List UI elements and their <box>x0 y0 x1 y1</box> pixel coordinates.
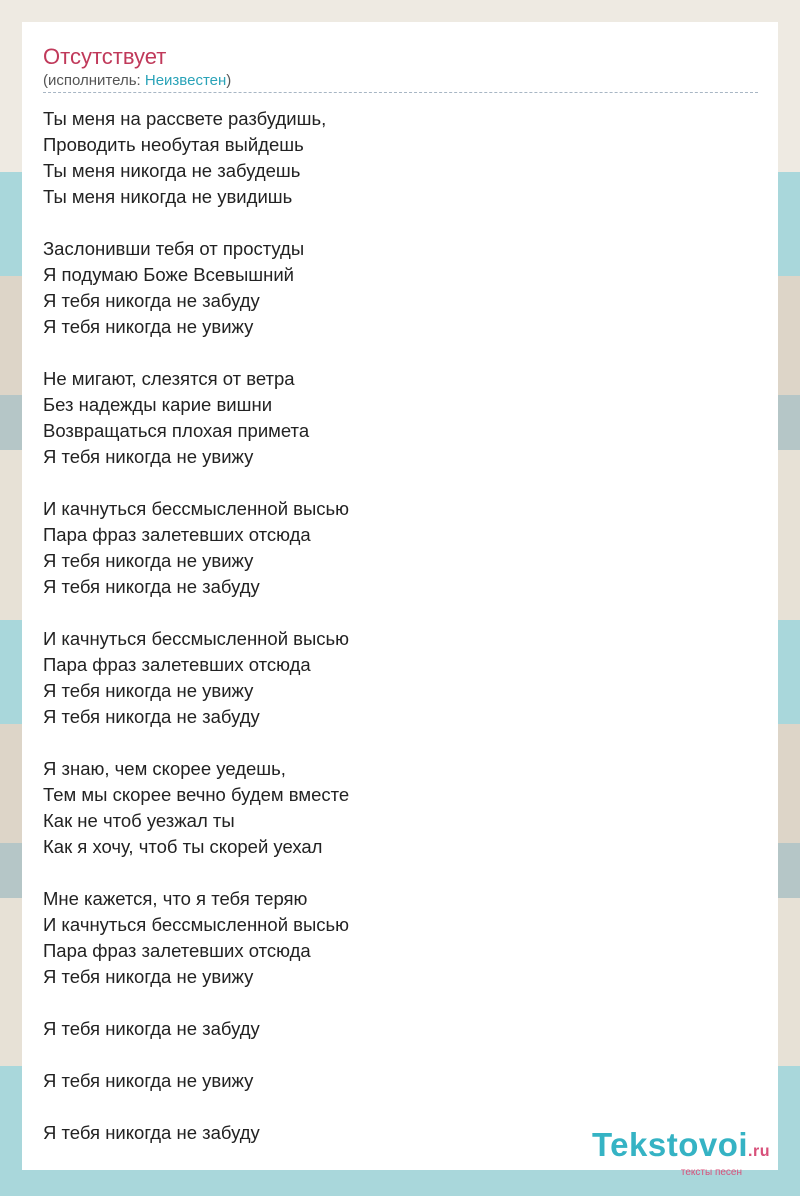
lyric-line: Я знаю, чем скорее уедешь, <box>43 758 286 779</box>
stanza-break <box>43 340 349 366</box>
lyrics-text <box>43 106 349 1146</box>
artist-line <box>43 72 231 89</box>
brand-name-row <box>592 1128 770 1169</box>
lyric-line: Пара фраз залетевших отсюда <box>43 940 311 961</box>
lyric-line: Я тебя никогда не увижу <box>43 966 254 987</box>
lyric-line: И качнуться бессмысленной высью <box>43 914 350 935</box>
lyric-line: Ты меня никогда не забудешь <box>43 160 301 181</box>
lyric-line: Я тебя никогда не увижу <box>43 680 254 701</box>
stanza-break <box>43 730 349 756</box>
artist-suffix: ) <box>226 72 232 89</box>
title-divider <box>43 92 758 93</box>
lyric-line: Я тебя никогда не увижу <box>43 316 254 337</box>
brand-name: Tekstovoi <box>591 1126 749 1163</box>
lyric-line: Я тебя никогда не увижу <box>43 446 254 467</box>
brand-domain: .ru <box>748 1143 770 1160</box>
stanza-break <box>43 1042 349 1068</box>
lyric-line: Пара фраз залетевших отсюда <box>43 524 311 545</box>
stanza-break <box>43 990 349 1016</box>
lyric-line: И качнуться бессмысленной высью <box>43 628 350 649</box>
lyric-line: Я тебя никогда не забуду <box>43 1122 260 1143</box>
stanza-break <box>43 1094 349 1120</box>
stanza-break <box>43 600 349 626</box>
lyric-line: Тем мы скорее вечно будем вместе <box>43 784 350 805</box>
lyric-line: Без надежды карие вишни <box>43 394 273 415</box>
lyric-line: Я тебя никогда не забуду <box>43 290 260 311</box>
lyric-line: Я тебя никогда не увижу <box>43 1070 254 1091</box>
lyric-line: Я тебя никогда не забуду <box>43 706 260 727</box>
lyric-line: Я тебя никогда не забуду <box>43 576 260 597</box>
lyric-line: Я подумаю Боже Всевышний <box>43 264 295 285</box>
lyric-line: Ты меня никогда не увидишь <box>43 186 293 207</box>
lyric-line: Ты меня на рассвете разбудишь, <box>43 108 327 129</box>
lyric-line: Как не чтоб уезжал ты <box>43 810 235 831</box>
lyric-line: Не мигают, слезятся от ветра <box>43 368 295 389</box>
artist-prefix: (исполнитель: <box>43 72 145 89</box>
artist-link[interactable]: Неизвестен <box>144 72 227 89</box>
lyrics-card <box>22 22 778 1170</box>
song-title: Отсутствует <box>43 44 167 69</box>
lyric-line: Я тебя никогда не увижу <box>43 550 254 571</box>
lyric-line: Пара фраз залетевших отсюда <box>43 654 311 675</box>
lyric-line: Как я хочу, чтоб ты скорей уехал <box>43 836 323 857</box>
lyric-line: Проводить необутая выйдешь <box>43 134 304 155</box>
stanza-break <box>43 210 349 236</box>
lyric-line: Мне кажется, что я тебя теряю <box>43 888 308 909</box>
stanza-break <box>43 470 349 496</box>
brand-tagline: тексты песен <box>680 1167 742 1178</box>
lyric-line: Я тебя никогда не забуду <box>43 1018 260 1039</box>
lyric-line: Возвращаться плохая примета <box>43 420 310 441</box>
site-logo[interactable] <box>592 1128 770 1178</box>
lyric-line: И качнуться бессмысленной высью <box>43 498 350 519</box>
lyric-line: Заслонивши тебя от простуды <box>43 238 305 259</box>
stanza-break <box>43 860 349 886</box>
